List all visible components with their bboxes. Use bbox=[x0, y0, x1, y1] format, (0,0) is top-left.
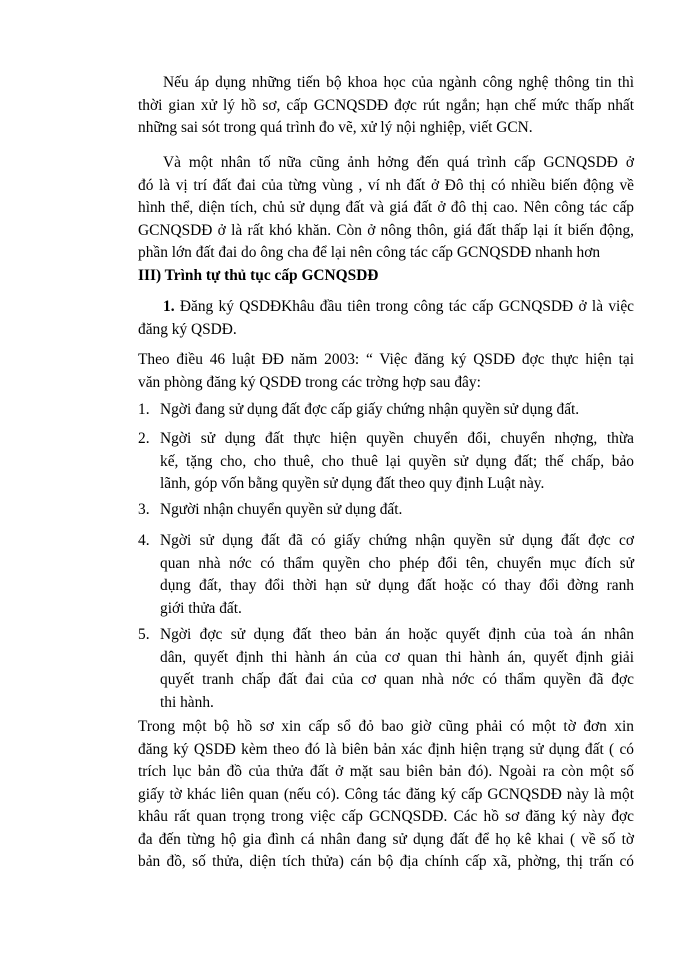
para5-line-7: bản đồ, số thửa, diện tích thửa) cán bộ địa chính cấp xã, phờng, thị trấn có bbox=[138, 853, 634, 870]
para2-line-5: phần lớn đất đai do ông cha để lại nên công tác cấp GCNQSDĐ nhanh hơn bbox=[138, 244, 601, 261]
paragraph-law-article bbox=[138, 349, 634, 394]
list-item-4 bbox=[138, 530, 634, 620]
list-number: 1. bbox=[138, 401, 150, 418]
list-item-1 bbox=[138, 399, 634, 422]
para4-line-1: Theo điều 46 luật ĐĐ năm 2003: “ Việc đăng ký QSDĐ đợc thực hiện tại bbox=[138, 351, 634, 368]
list-line: Ngời sử dụng đất đã có giấy chứng nhận quyền sử dụng đất đợc cơ bbox=[160, 532, 634, 549]
list-line: Người nhận chuyển quyền sử dụng đất. bbox=[160, 501, 403, 518]
list-item-2 bbox=[138, 428, 634, 496]
para2-line-3: hình thể, diện tích, chủ sử dụng đất và giá đất ở đô thị cao. Nên công tác cấp bbox=[138, 199, 634, 216]
list-number: 4. bbox=[138, 532, 150, 549]
list-line: dân, quyết định thi hành án của cơ quan thi hành án, quyết định giải bbox=[160, 648, 634, 666]
para2-line-2: đó là vị trí đất đai của từng vùng , ví nh đất ở Đô thị có nhiều biến động về bbox=[138, 176, 634, 194]
para1-text-1: Nếu áp dụng những tiến bộ khoa học của ngành công nghệ thông tin thì bbox=[163, 74, 634, 91]
list-line: Ngời đang sử dụng đất đợc cấp giấy chứng nhận quyền sử dụng đất. bbox=[160, 401, 580, 418]
list-text bbox=[160, 428, 634, 496]
paragraph-dossier bbox=[138, 716, 634, 874]
para2-line-1 bbox=[138, 152, 634, 175]
list-line: lãnh, góp vốn bằng quyền sử dụng đất theo quy định Luật này. bbox=[160, 475, 545, 492]
paragraph-regional-factors bbox=[138, 152, 634, 265]
para5-line-5: khâu rất quan trọng trong việc cấp GCNQSDĐ. Các hồ sơ đăng ký này đợc bbox=[138, 808, 634, 825]
section-heading: III) Trình tự thủ tục cấp GCNQSDĐ bbox=[138, 267, 379, 284]
para1-line-3: những sai sót trong quá trình đo vẽ, xử lý nội nghiệp, viết GCN. bbox=[138, 119, 533, 136]
para5-line-1: Trong một bộ hồ sơ xin cấp sổ đỏ bao giờ cũng phải có một tờ đơn xin bbox=[138, 718, 634, 735]
para5-line-2: đăng ký QSDĐ kèm theo đó là biên bản xác định hiện trạng sử dụng đất ( có bbox=[138, 740, 634, 758]
list-line: dụng đất, thay đổi thời hạn sử dụng đất hoặc có thay đổi đờng ranh bbox=[160, 577, 634, 594]
list-item-3 bbox=[138, 499, 634, 522]
para3-line-1 bbox=[138, 296, 634, 319]
list-number: 2. bbox=[138, 430, 150, 447]
para2-text-1: Và một nhân tố nữa cũng ảnh hởng đến quá trình cấp GCNQSDĐ ở bbox=[163, 154, 634, 171]
para4-line-2: văn phòng đăng ký QSDĐ trong các trờng hợp sau đây: bbox=[138, 373, 481, 391]
para3-number: 1. bbox=[163, 298, 175, 315]
list-text bbox=[160, 624, 634, 714]
para3-text-1: Đăng ký QSDĐKhâu đầu tiên trong công tác cấp GCNQSDĐ ở là việc bbox=[174, 298, 634, 315]
list-number: 5. bbox=[138, 626, 150, 643]
para1-line-2: thời gian xử lý hồ sơ, cấp GCNQSDĐ đợc rút ngắn; hạn chế mức thấp nhất bbox=[138, 96, 634, 114]
list-text bbox=[160, 399, 634, 422]
para1-line-1 bbox=[138, 72, 634, 95]
list-line: quyết tranh chấp đất đai của cơ quan nhà nớc có thẩm quyền đã đợc bbox=[160, 671, 634, 688]
para2-line-4: GCNQSDĐ ở là rất khó khăn. Còn ở nông thôn, giá đất thấp lại ít biến động, bbox=[138, 221, 634, 239]
list-line: giới thửa đất. bbox=[160, 599, 242, 617]
para5-line-3: trích lục bản đồ của thửa đất ở mặt sau biên bản đó). Ngoài ra còn một số bbox=[138, 763, 634, 780]
paragraph-registration bbox=[138, 296, 634, 341]
list-line: Ngời đợc sử dụng đất theo bản án hoặc quyết định của toà án nhân bbox=[160, 626, 634, 643]
list-text bbox=[160, 530, 634, 620]
list-text bbox=[160, 499, 634, 522]
para5-line-4: giấy tờ khác liên quan (nếu có). Công tác đăng ký cấp GCNQSDĐ này là một bbox=[138, 785, 634, 803]
list-line: quan nhà nớc có thẩm quyền cho phép đổi tên, chuyển mục đích sử bbox=[160, 554, 634, 572]
para5-line-6: đa đến từng hộ gia đình cá nhân đang sử dụng đất để họ kê khai ( về số tờ bbox=[138, 830, 634, 848]
para3-line-2: đăng ký QSDĐ. bbox=[138, 320, 237, 338]
paragraph-tech-progress bbox=[138, 72, 634, 140]
list-item-5 bbox=[138, 624, 634, 714]
list-line: thi hành. bbox=[160, 693, 214, 711]
list-number: 3. bbox=[138, 501, 150, 518]
list-line: Ngời sử dụng đất thực hiện quyền chuyển đổi, chuyển nhợng, thừa bbox=[160, 430, 634, 447]
list-line: kế, tặng cho, cho thuê, cho thuê lại quyền sử dụng đất; thế chấp, bảo bbox=[160, 452, 634, 470]
